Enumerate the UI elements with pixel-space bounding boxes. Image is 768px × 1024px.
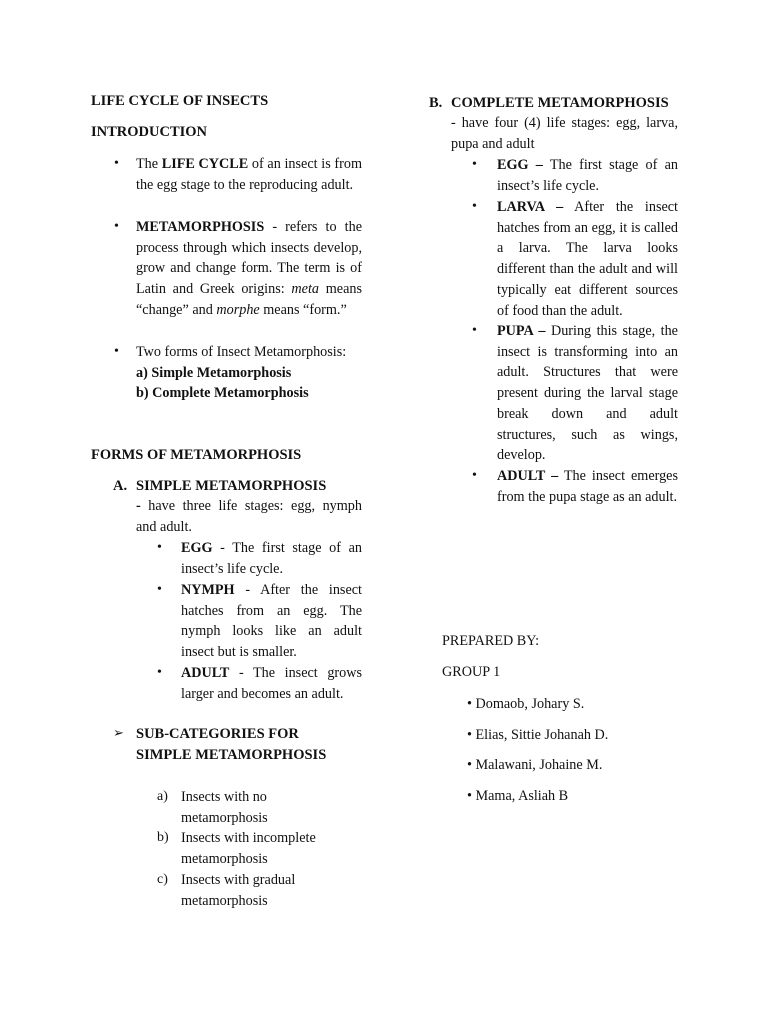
subcat-item <box>157 870 357 911</box>
marker: a) <box>157 789 168 804</box>
text: Insects with gradual <box>181 871 296 888</box>
text: The insect emerges from the pupa stage as an adult. <box>497 468 678 505</box>
bullet-dot: • <box>472 468 477 483</box>
term-adult: ADULT <box>181 665 230 681</box>
text: means “form.” <box>259 301 347 318</box>
subcat-list <box>157 787 357 911</box>
text: - The insect grows larger and becomes an adult. <box>181 665 362 702</box>
bullet-dot: • <box>114 156 119 171</box>
prepared-by-label: PREPARED BY: <box>442 633 540 649</box>
subcat-heading-line2: SIMPLE METAMORPHOSIS <box>136 747 327 763</box>
text: During this stage, the insect is transforming into an adult. Structures that were present during the larval stage break down and adult structures, such as wings, develop. <box>497 323 678 464</box>
marker: b) <box>157 830 169 846</box>
form-complete: b) Complete Metamorphosis <box>136 385 309 402</box>
complete-pupa-item <box>472 321 678 466</box>
term-life-cycle: LIFE CYCLE <box>161 156 249 172</box>
text: metamorphosis <box>181 892 268 909</box>
simple-heading: SIMPLE METAMORPHOSIS <box>136 478 327 494</box>
simple-egg-item <box>157 538 362 579</box>
introduction-heading: INTRODUCTION <box>91 124 208 140</box>
member-item: • Domaob, Johary S. <box>467 696 585 712</box>
bullet-dot: • <box>157 540 162 555</box>
intro-bullet-life-cycle <box>114 154 362 195</box>
term-egg: EGG – <box>497 157 543 173</box>
term-egg: EGG <box>181 540 213 556</box>
subcat-heading-line1: SUB-CATEGORIES FOR <box>136 726 299 742</box>
bullet-dot: • <box>114 219 119 234</box>
complete-larva-item <box>472 197 679 321</box>
text: means “change” and <box>136 281 363 318</box>
bullet-dot: • <box>157 665 162 680</box>
term-larva: LARVA – <box>497 199 564 215</box>
intro-bullet-two-forms <box>114 342 368 404</box>
bullet-dot: • <box>472 323 477 338</box>
term-adult: ADULT – <box>497 468 559 484</box>
subcat-item <box>157 787 357 828</box>
subcat-item <box>157 828 357 869</box>
form-simple: a) Simple Metamorphosis <box>136 364 292 381</box>
text: metamorphosis <box>181 851 268 868</box>
complete-adult-item <box>472 466 678 507</box>
term-metamorphosis: METAMORPHOSIS <box>136 219 265 235</box>
text: Insects with incomplete <box>181 830 316 847</box>
dash: - <box>136 498 141 514</box>
forms-heading: FORMS OF METAMORPHOSIS <box>91 447 302 463</box>
group-label: GROUP 1 <box>442 664 501 680</box>
text: - The first stage of an insect’s life cycle. <box>181 540 362 577</box>
text: have three life stages: egg, nymph and adult. <box>136 498 362 535</box>
text: of an insect is from the egg stage to the reproducing adult. <box>136 156 362 193</box>
marker: c) <box>157 871 168 887</box>
term-pupa: PUPA – <box>497 323 546 339</box>
text: Insects with no <box>181 789 267 805</box>
simple-adult-item <box>157 663 362 704</box>
text: - refers to the process through which insects develop, grow and change form. The term is of Latin and Greek origins: <box>136 219 362 298</box>
member-item: • Elias, Sittie Johanah D. <box>467 727 609 743</box>
text: After the insect hatches from an egg, it is called a larva. The larva looks different than the adult and will typically eat different sources of food than the adult. <box>497 199 679 319</box>
text: The <box>136 156 162 172</box>
simple-nymph-item <box>157 580 362 663</box>
term-nymph: NYMPH <box>181 582 235 598</box>
intro-bullet-metamorphosis <box>114 217 363 321</box>
complete-heading: COMPLETE METAMORPHOSIS <box>451 95 669 111</box>
text: - After the insect hatches from an egg. The nymph looks like an adult insect but is smaller. <box>181 582 362 661</box>
bullet-dot: • <box>472 157 477 172</box>
member-item: • Mama, Asliah B <box>467 788 569 804</box>
text: The first stage of an insect’s life cycle. <box>497 157 678 194</box>
document-title: LIFE CYCLE OF INSECTS <box>91 93 269 109</box>
simple-marker: A. <box>113 478 128 494</box>
text: Two forms of Insect Metamorphosis: <box>136 344 347 360</box>
bullet-dot: • <box>472 199 477 214</box>
bullet-dot: • <box>157 582 162 597</box>
complete-description: - have four (4) life stages: egg, larva, pupa and adult <box>451 115 678 152</box>
term-morphe: morphe <box>216 301 260 318</box>
member-item: • Malawani, Johaine M. <box>467 757 603 773</box>
simple-description <box>136 496 362 537</box>
arrow-bullet-icon: ➢ <box>113 725 124 740</box>
text: metamorphosis <box>181 809 268 826</box>
term-meta: meta <box>291 281 320 298</box>
complete-marker: B. <box>429 95 443 111</box>
complete-egg-item <box>472 155 678 196</box>
bullet-dot: • <box>114 344 119 359</box>
